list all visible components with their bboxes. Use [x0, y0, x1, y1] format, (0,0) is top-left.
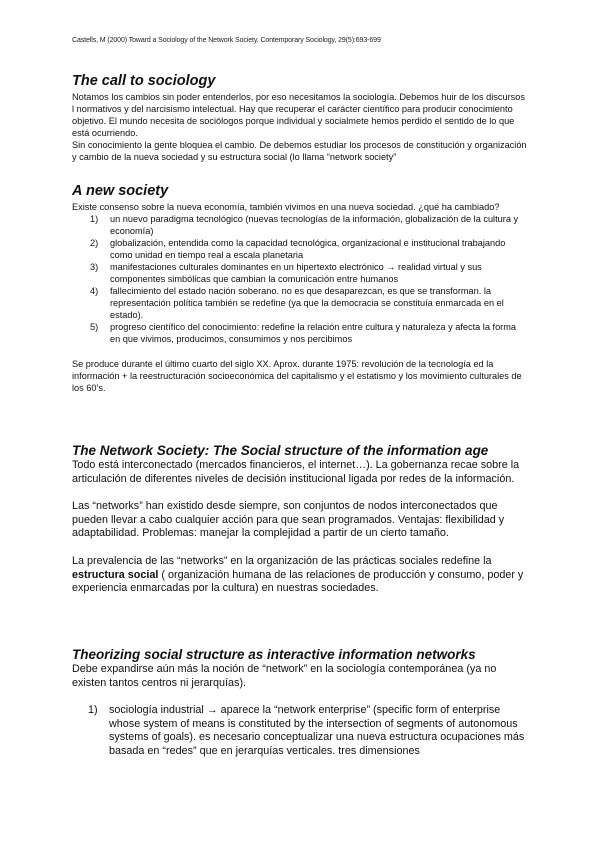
- numbered-list: [72, 704, 528, 758]
- paragraph: Debe expandirse aún más la noción de “network” en la sociología contemporánea (ya no existen tantos centros ni jerarquías).: [72, 663, 497, 689]
- list-item: [72, 237, 528, 261]
- section-call-to-sociology: [72, 73, 528, 163]
- bold-term: estructura social: [72, 568, 159, 581]
- list-item-text: progreso científico del conocimiento: redefine la relación entre cultura y naturaleza y afecta la forma en que vivimos, producimos, consumimos y nos percibimos: [110, 322, 516, 344]
- numbered-list: [72, 213, 528, 345]
- paragraph: Las “networks” han existido desde siempre, son conjuntos de nodos interconectados que pueden llevar a cabo cualquier acción para que sean programados. Ventajas: flexibilidad y adaptabilidad. Problemas: manejar la complejidad a partir de un cierto tamaño.: [72, 500, 505, 540]
- section-title: Theorizing social structure as interactive information networks: [72, 647, 476, 662]
- list-number: 5): [90, 322, 99, 332]
- list-number: 2): [90, 238, 99, 248]
- list-number: 3): [90, 262, 99, 272]
- list-number: 1): [88, 704, 98, 717]
- section-title: The Network Society: The Social structure of the information age: [72, 443, 489, 458]
- list-item: [72, 285, 528, 321]
- list-item: [72, 704, 528, 758]
- list-number: 4): [90, 286, 99, 296]
- section-network-society: [72, 443, 528, 596]
- list-item-text: sociología industrial → aparece la “network enterprise” (specific form of enterprise whose system of means is constituted by the intersection of segments of autonomous systems of goals). es necesario conceptualizar una nueva estructura ocupaciones más basada en “redes” que en jerarquías verticales. tres dimensiones: [109, 704, 525, 757]
- list-item: [72, 321, 528, 345]
- paragraph: Todo está interconectado (mercados financieros, el internet…). La gobernanza recae sobre la articulación de diferentes niveles de decisión institucional ligada por redes de la información.: [72, 459, 520, 485]
- paragraph: Sin conocimiento la gente bloquea el cambio. De debemos estudiar los procesos de constitución y organización y cambio de la nueva sociedad y su estructura social (lo llama “network society”: [72, 140, 527, 162]
- paragraph: [72, 555, 528, 596]
- paragraph: Se produce durante el último cuarto del siglo XX. Aprox. durante 1975: revolución de la tecnología ed la información + la reestructuración socioeconómica del capitalismo y el estatismo y los movimiento culturales de los 60’s.: [72, 359, 522, 393]
- section-new-society: [72, 183, 528, 394]
- list-item-text: fallecimiento del estado nación soberano. no es que desaparezcan, es que se transforman. la representación política también se redefine (ya que la democracia se constituía enmarcada en el estado).: [110, 286, 504, 320]
- list-item: [72, 261, 528, 285]
- citation-header: Castells, M (2000) Toward a Sociology of the Network Society. Contemporary Sociology, 29(5):693-699: [72, 37, 381, 44]
- list-item-text: globalización, entendida como la capacidad tecnológica, organizacional e institucional trabajando como unidad en tiempo real a escala planetaria: [110, 238, 506, 260]
- list-item: [72, 213, 528, 237]
- section-title: A new society: [72, 183, 169, 199]
- list-item-text: manifestaciones culturales dominantes en un hipertexto electrónico → realidad virtual y sus componentes simbólicas que cambian la comunicación entre humanos: [110, 262, 482, 284]
- section-title: The call to sociology: [72, 73, 216, 89]
- paragraph-text: La prevalencia de las “networks” en la organización de las prácticas sociales redefine la: [72, 554, 492, 567]
- list-item-text: un nuevo paradigma tecnológico (nuevas tecnologías de la información, globalización de la cultura y economía): [110, 214, 519, 236]
- paragraph-text: ( organización humana de las relaciones de producción y consumo, poder y experiencia enmarcadas por la cultura) en nuestras sociedades.: [72, 568, 524, 595]
- paragraph: Existe consenso sobre la nueva economía, también vivimos en una nueva sociedad. ¿qué ha cambiado?: [72, 202, 500, 212]
- list-number: 1): [90, 214, 99, 224]
- paragraph: Notamos los cambios sin poder entenderlos, por eso necesitamos la sociología. Debemos huir de los discursos l normativos y del narcisismo intelectual. Hay que recuperar el carácter científico para producir conocimiento objetivo. El mundo necesita de sociólogos porque individual y socialmete hemos perdido el sentido de lo que está ocurriendo.: [72, 92, 525, 138]
- section-theorizing-structure: [72, 647, 528, 759]
